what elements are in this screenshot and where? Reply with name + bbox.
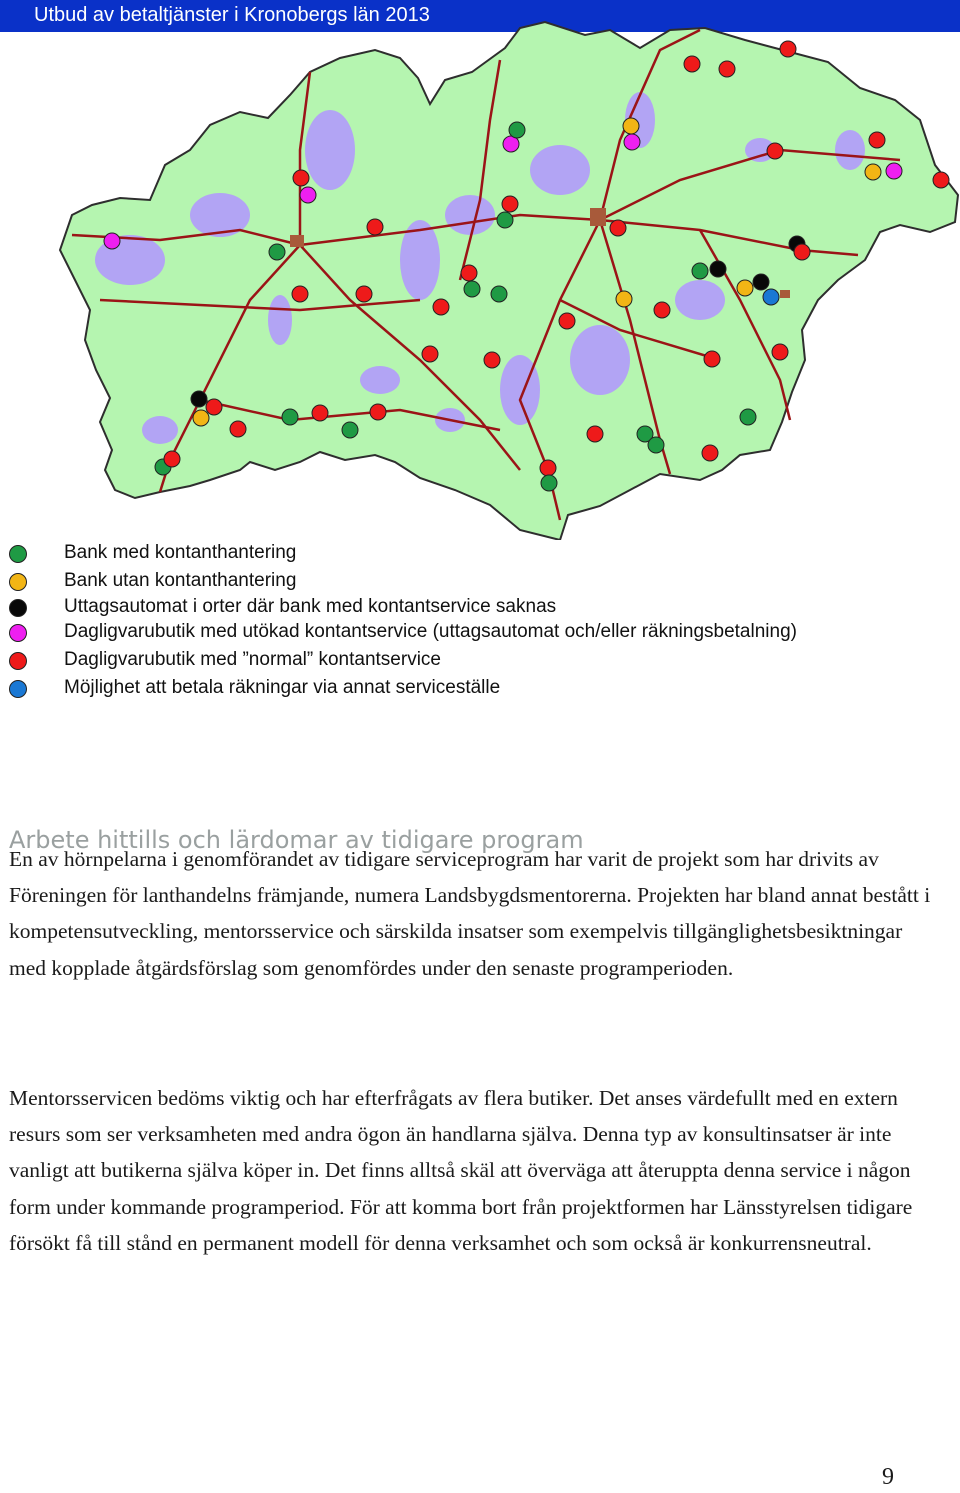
legend-item <box>0 596 960 622</box>
legend-marker <box>9 545 27 563</box>
legend-marker <box>9 599 27 617</box>
legend-label: Dagligvarubutik med ”normal” kontantservice <box>64 649 441 670</box>
body-paragraph: Mentorsservicen bedöms viktig och har efterfrågats av flera butiker. Det anses värdefullt med en extern resurs som ser verksamheten med andra ögon än handlarna själva. Denna typ av konsultinsatser är inte vanligt att butikerna själva köper in. Det finns alltså skäl att överväga att återuppta denna service i någon form under kommande programperiod. För att komma bort från projektformen har Länsstyrelsen tidigare försökt få till stånd en permanent modell för denna verksamhet och som också är konkurrensneutral. <box>9 1086 913 1255</box>
legend-label: Bank utan kontanthantering <box>64 570 297 591</box>
legend-label: Uttagsautomat i orter där bank med kontantservice saknas <box>64 596 557 617</box>
service-map <box>0 0 960 540</box>
legend-marker <box>9 624 27 642</box>
county-land <box>60 22 958 540</box>
legend-item <box>0 542 960 568</box>
legend-item <box>0 649 960 675</box>
legend-marker <box>9 573 27 591</box>
legend-item <box>0 621 960 647</box>
legend-marker <box>9 680 27 698</box>
body-paragraph: En av hörnpelarna i genomförandet av tidigare serviceprogram har varit de projekt som har drivits av Föreningen för lanthandelns främjande, numera Landsbygdsmentorerna. Projekten har bland annat bestått i kompetensutveckling, mentorsservice och särskilda insatser som exempelvis tillgänglighetsbesiktningar med kopplade åtgärdsförslag som genomfördes under den senaste programperioden. <box>9 847 931 980</box>
legend-item <box>0 677 960 703</box>
legend-label: Dagligvarubutik med utökad kontantservice (uttagsautomat och/eller räkningsbetalning) <box>64 621 797 642</box>
map-title: Utbud av betaltjänster i Kronobergs län 2013 <box>34 4 430 26</box>
legend-label: Möjlighet att betala räkningar via annat serviceställe <box>64 677 501 698</box>
section-heading: Arbete hittills och lärdomar av tidigare program <box>9 825 584 854</box>
page-number: 9 <box>882 1464 894 1490</box>
legend-label: Bank med kontanthantering <box>64 542 297 563</box>
legend-marker <box>9 652 27 670</box>
county-map <box>0 0 960 540</box>
legend-item <box>0 570 960 596</box>
